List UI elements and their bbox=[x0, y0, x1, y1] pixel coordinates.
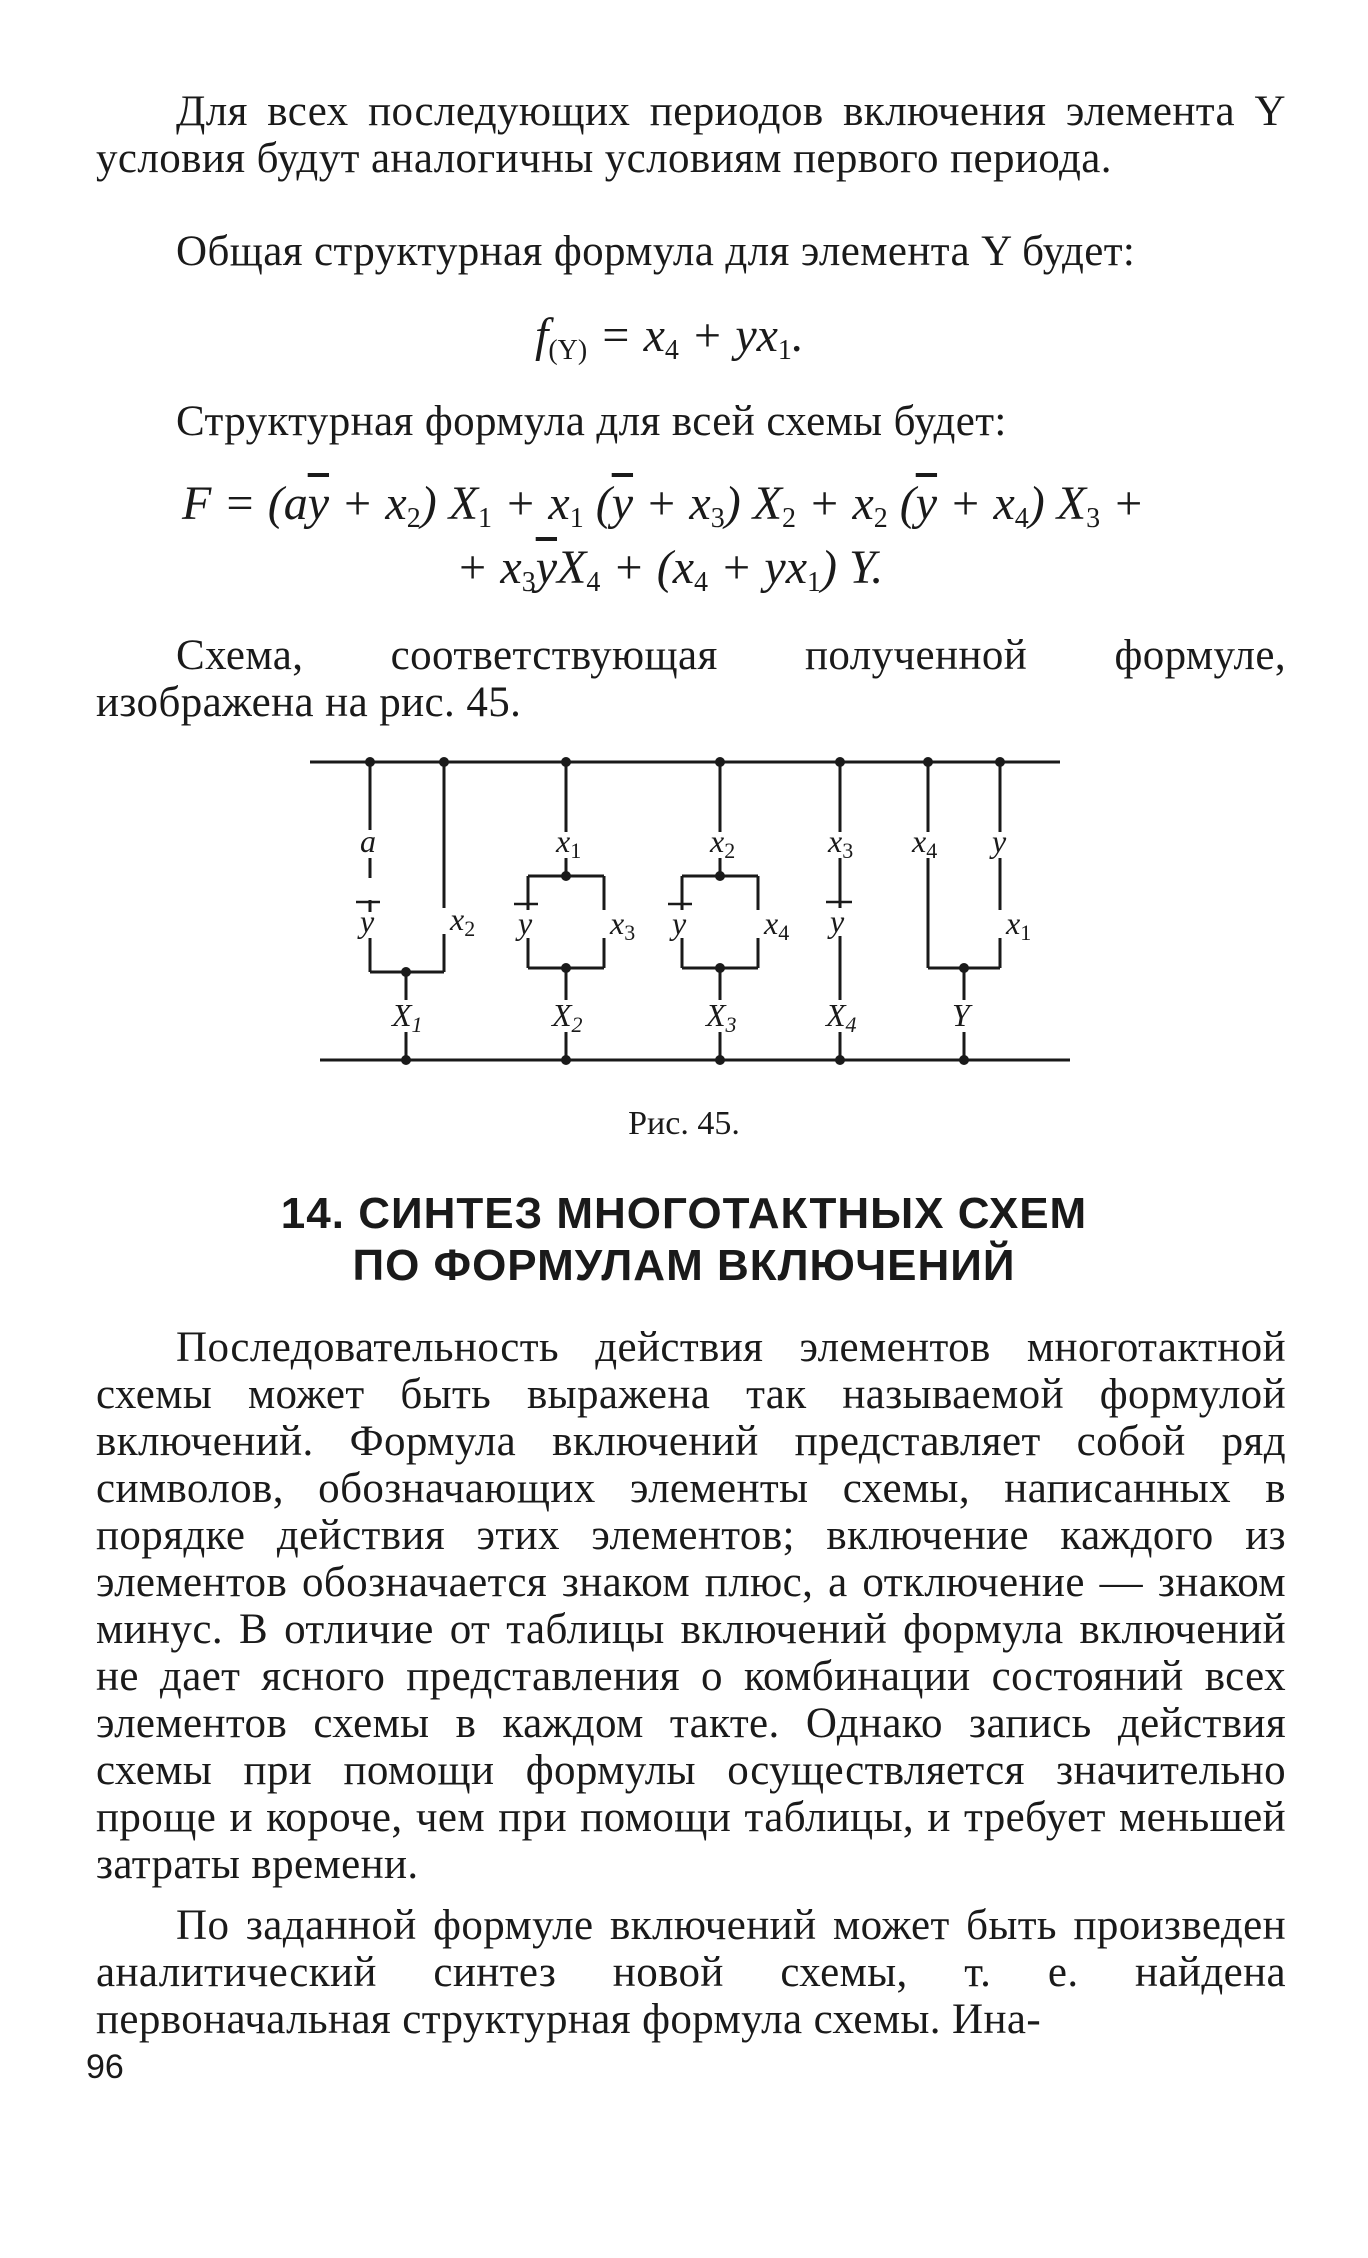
label-ybar-4: y bbox=[830, 903, 845, 939]
label-x3-c4: x3 bbox=[828, 823, 854, 863]
relay-circuit-diagram bbox=[300, 740, 1080, 1080]
label-x1-c5: x1 bbox=[1006, 905, 1032, 945]
label-X2: X2 bbox=[552, 997, 583, 1037]
label-ybar-2: y bbox=[518, 905, 533, 941]
label-x2-c1: x2 bbox=[450, 901, 476, 941]
formula-fY: $f_{(Y)} = x_4 + yx_1$. bbox=[535, 309, 804, 366]
paragraph-5: Последовательность действия элементов многотактной схемы может быть выражена так называемой формулой включений. Формула включений представляет собой ряд символов, обозначающих элементы схемы, написанных в порядке действия этих элементов; включение каждого из элементов обозначается знаком плюс, а отключение — знаком минус. В отличие от таблицы включений формула включений не дает ясного представления о комбинации состояний всех элементов схемы в каждом такте. Однако запись действия схемы при помощи формулы осуществляется значительно проще и короче, чем при помощи таблицы, и требует меньшей затраты времени. bbox=[96, 1324, 1286, 1888]
label-a: a bbox=[360, 823, 376, 859]
paragraph-6: По заданной формуле включений может быть произведен аналитический синтез новой схемы, т. е. найдена первоначальная структурная формула схемы. Ина- bbox=[96, 1902, 1286, 2043]
paragraph-4: Схема, соответствующая полученной формуле, изображена на рис. 45. bbox=[96, 632, 1286, 726]
paragraph-2: Общая структурная формула для элемента Y будет: bbox=[176, 228, 1136, 275]
label-x2-c3: x2 bbox=[710, 823, 736, 863]
formula-F-line1: $F = (a\overline{y} + x_2) X_1 + x_1$ $(\overline{y} + x_3) X_2 + x_2$ $(\overline{y} + x_4) X_3$ + bbox=[182, 477, 1145, 534]
page-number: 96 bbox=[86, 2048, 124, 2086]
label-X1: X1 bbox=[392, 997, 423, 1037]
label-x3-c2: x3 bbox=[610, 905, 636, 945]
label-ybar-1: y bbox=[360, 903, 375, 939]
paragraph-1: Для всех последующих периодов включения элемента Y условия будут аналогичны условиям первого периода. bbox=[96, 88, 1286, 182]
label-Y: Y bbox=[952, 997, 970, 1033]
label-X3: X3 bbox=[706, 997, 737, 1037]
section-heading-line-1: 14. СИНТЕЗ МНОГОТАКТНЫХ СХЕМ bbox=[280, 1189, 1088, 1238]
label-ybar-3: y bbox=[672, 905, 687, 941]
label-x4-c5: x4 bbox=[912, 823, 938, 863]
formula-F-line2: + $x_3\overline{y}X_4 + (x_4 + yx_1)$ Y. bbox=[456, 541, 884, 598]
label-y-c5: y bbox=[992, 823, 1007, 859]
paragraph-3: Структурная формула для всей схемы будет: bbox=[176, 398, 1007, 445]
label-x4-c3: x4 bbox=[764, 905, 790, 945]
label-x1-c2: x1 bbox=[556, 823, 582, 863]
label-X4: X4 bbox=[826, 997, 857, 1037]
figure-caption: Рис. 45. bbox=[628, 1105, 740, 1142]
section-heading-line-2: ПО ФОРМУЛАМ ВКЛЮЧЕНИЙ bbox=[352, 1241, 1016, 1290]
section-heading bbox=[0, 1188, 1368, 1292]
